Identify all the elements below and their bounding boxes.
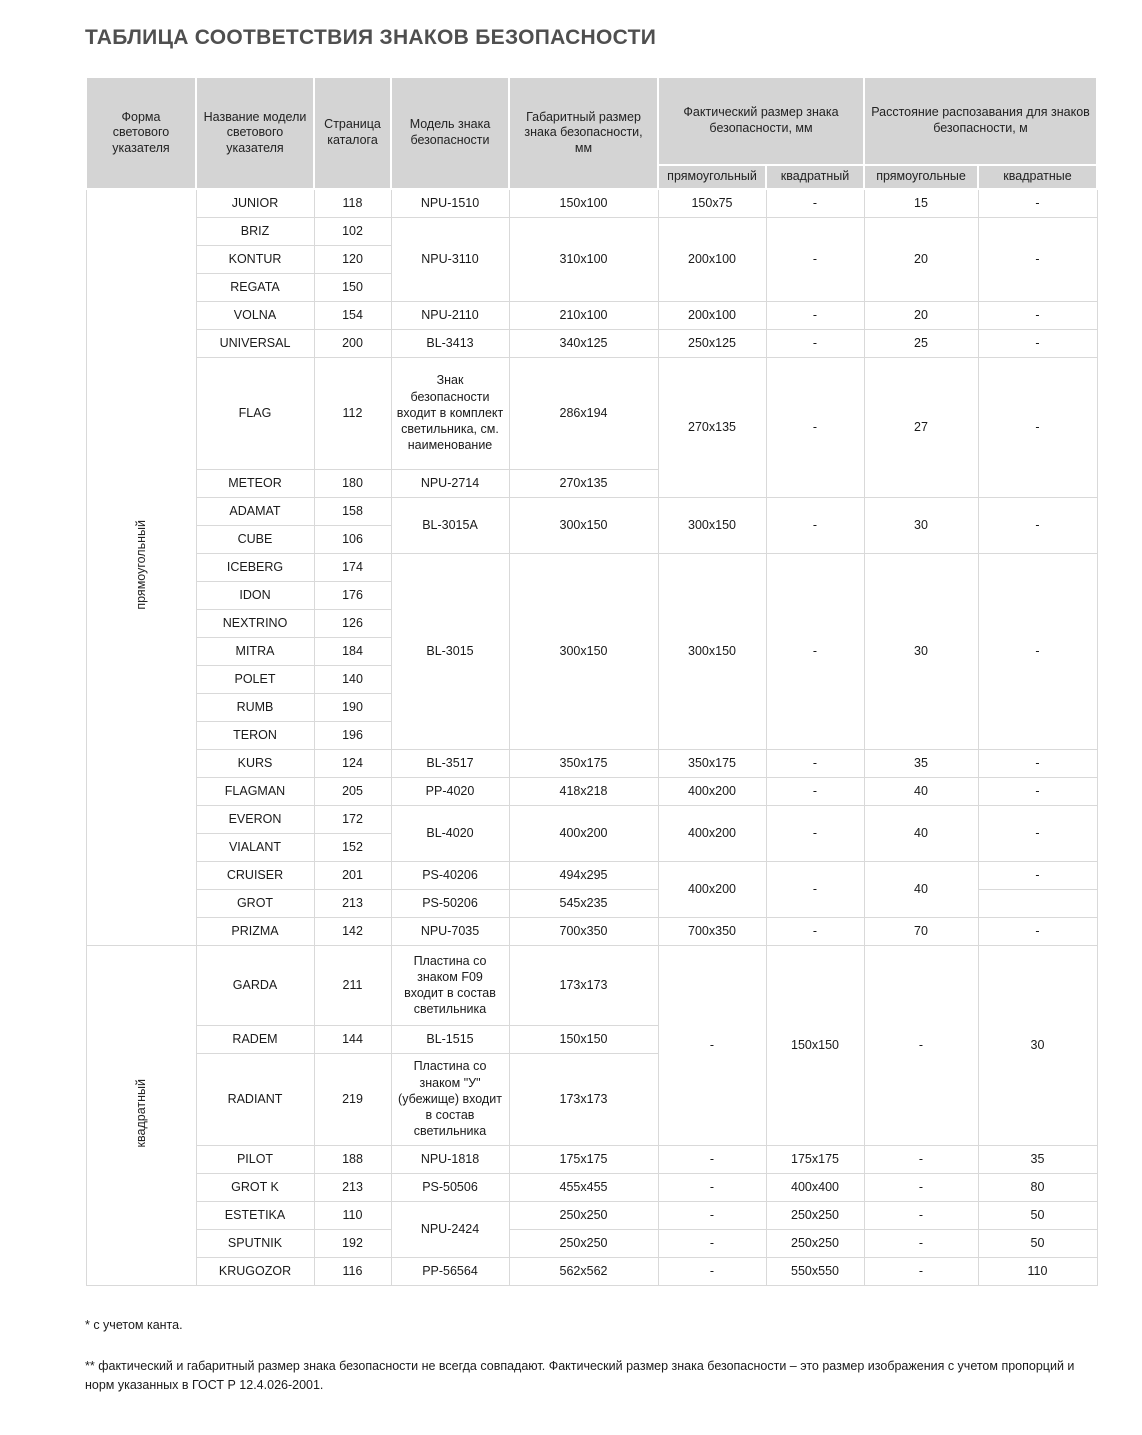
- cell-page: 180: [314, 469, 391, 497]
- cell-overall-size: 210x100: [509, 301, 658, 329]
- cell-actual-rect: 400x200: [658, 861, 766, 917]
- cell-distance-rect: -: [864, 1173, 978, 1201]
- col-header-model-name: Название модели светового указателя: [196, 77, 314, 189]
- cell-page: 106: [314, 525, 391, 553]
- cell-distance-square: -: [978, 329, 1097, 357]
- cell-overall-size: 250x250: [509, 1201, 658, 1229]
- cell-page: 196: [314, 721, 391, 749]
- cell-actual-square: 550x550: [766, 1257, 864, 1285]
- cell-actual-rect: 400x200: [658, 805, 766, 861]
- cell-overall-size: 173x173: [509, 945, 658, 1025]
- cell-model-name: RADIANT: [196, 1053, 314, 1145]
- cell-sign-model: BL-3015: [391, 553, 509, 749]
- cell-model-name: UNIVERSAL: [196, 329, 314, 357]
- cell-distance-rect: 20: [864, 301, 978, 329]
- cell-model-name: ESTETIKA: [196, 1201, 314, 1229]
- cell-overall-size: 250x250: [509, 1229, 658, 1257]
- cell-model-name: EVERON: [196, 805, 314, 833]
- cell-overall-size: 310x100: [509, 217, 658, 301]
- cell-page: 110: [314, 1201, 391, 1229]
- cell-model-name: CRUISER: [196, 861, 314, 889]
- table-row: [86, 945, 1097, 1025]
- section-label-rectangular: [86, 189, 196, 945]
- cell-page: 102: [314, 217, 391, 245]
- cell-model-name: VOLNA: [196, 301, 314, 329]
- cell-overall-size: 150x100: [509, 189, 658, 217]
- cell-actual-square: -: [766, 217, 864, 301]
- cell-page: 188: [314, 1145, 391, 1173]
- cell-distance-rect: 20: [864, 217, 978, 301]
- cell-sign-model: NPU-2110: [391, 301, 509, 329]
- cell-sign-model: Пластина со знаком F09 входит в состав светильника: [391, 945, 509, 1025]
- cell-actual-rect: -: [658, 1229, 766, 1257]
- cell-sign-model: NPU-2714: [391, 469, 509, 497]
- table-row: [86, 1173, 1097, 1201]
- cell-page: 158: [314, 497, 391, 525]
- cell-sign-model: PS-40206: [391, 861, 509, 889]
- cell-distance-rect: 27: [864, 357, 978, 497]
- cell-overall-size: 455x455: [509, 1173, 658, 1201]
- cell-actual-square: 250x250: [766, 1229, 864, 1257]
- cell-actual-rect: 270x135: [658, 357, 766, 497]
- table-row: [86, 497, 1097, 525]
- cell-sign-model: NPU-1510: [391, 189, 509, 217]
- cell-page: 192: [314, 1229, 391, 1257]
- cell-model-name: TERON: [196, 721, 314, 749]
- cell-overall-size: 340x125: [509, 329, 658, 357]
- cell-page: 124: [314, 749, 391, 777]
- cell-distance-square: -: [978, 749, 1097, 777]
- cell-page: 144: [314, 1025, 391, 1053]
- cell-overall-size: 350x175: [509, 749, 658, 777]
- cell-actual-rect: 350x175: [658, 749, 766, 777]
- table-row: [86, 861, 1097, 889]
- cell-model-name: FLAG: [196, 357, 314, 469]
- cell-overall-size: 494x295: [509, 861, 658, 889]
- cell-sign-model: NPU-1818: [391, 1145, 509, 1173]
- subcol-header-actual-square: квадратный: [766, 165, 864, 189]
- cell-page: 184: [314, 637, 391, 665]
- cell-overall-size: 545x235: [509, 889, 658, 917]
- cell-distance-rect: -: [864, 1145, 978, 1173]
- cell-distance-square: -: [978, 861, 1097, 889]
- cell-page: 213: [314, 889, 391, 917]
- cell-page: 201: [314, 861, 391, 889]
- cell-actual-square: 150x150: [766, 945, 864, 1145]
- cell-model-name: KONTUR: [196, 245, 314, 273]
- subcol-header-actual-rect: прямоугольный: [658, 165, 766, 189]
- cell-model-name: KURS: [196, 749, 314, 777]
- cell-page: 176: [314, 581, 391, 609]
- col-header-shape: Форма светового указателя: [86, 77, 196, 189]
- cell-sign-model: Пластина со знаком "У" (убежище) входит в состав светильника: [391, 1053, 509, 1145]
- cell-page: 112: [314, 357, 391, 469]
- footnote-kant: * с учетом канта.: [85, 1317, 183, 1332]
- cell-actual-square: -: [766, 861, 864, 917]
- cell-model-name: PILOT: [196, 1145, 314, 1173]
- cell-page: 118: [314, 189, 391, 217]
- cell-actual-rect: 300x150: [658, 553, 766, 749]
- cell-page: 154: [314, 301, 391, 329]
- cell-distance-rect: 35: [864, 749, 978, 777]
- cell-distance-square: 50: [978, 1229, 1097, 1257]
- table-row: [86, 1201, 1097, 1229]
- cell-distance-rect: -: [864, 1257, 978, 1285]
- cell-distance-square: -: [978, 217, 1097, 301]
- cell-distance-square: 110: [978, 1257, 1097, 1285]
- footnote-gost: ** фактический и габаритный размер знака безопасности не всегда совпадают. Фактический размер знака безопасности – это размер изображения с учетом пропорций и норм указанных в ГОСТ Р 12.4.026-2001.: [85, 1358, 1075, 1393]
- table-row: [86, 1257, 1097, 1285]
- cell-distance-square: -: [978, 301, 1097, 329]
- cell-sign-model: BL-1515: [391, 1025, 509, 1053]
- table-row: [86, 329, 1097, 357]
- cell-actual-rect: -: [658, 1201, 766, 1229]
- cell-page: 205: [314, 777, 391, 805]
- footnotes: [85, 1316, 1096, 1396]
- cell-overall-size: 700x350: [509, 917, 658, 945]
- table-row: [86, 749, 1097, 777]
- col-header-catalog-page: Страница каталога: [314, 77, 391, 189]
- cell-page: 120: [314, 245, 391, 273]
- cell-overall-size: 173x173: [509, 1053, 658, 1145]
- cell-overall-size: 562x562: [509, 1257, 658, 1285]
- cell-actual-square: -: [766, 917, 864, 945]
- cell-sign-model: PS-50206: [391, 889, 509, 917]
- cell-page: 152: [314, 833, 391, 861]
- cell-sign-model: PP-56564: [391, 1257, 509, 1285]
- cell-sign-model: Знак безопасности входит в комплект светильника, см. наименование: [391, 357, 509, 469]
- col-header-recognition-distance: Расстояние распозавания для знаков безопасности, м: [864, 77, 1097, 165]
- table-row: [86, 1145, 1097, 1173]
- cell-model-name: REGATA: [196, 273, 314, 301]
- cell-actual-rect: 150x75: [658, 189, 766, 217]
- cell-model-name: SPUTNIK: [196, 1229, 314, 1257]
- table-row: [86, 917, 1097, 945]
- cell-actual-square: -: [766, 805, 864, 861]
- cell-page: 142: [314, 917, 391, 945]
- cell-sign-model: BL-3413: [391, 329, 509, 357]
- cell-distance-square: -: [978, 357, 1097, 497]
- cell-model-name: GARDA: [196, 945, 314, 1025]
- cell-actual-square: -: [766, 301, 864, 329]
- cell-page: 174: [314, 553, 391, 581]
- cell-distance-square: -: [978, 553, 1097, 749]
- cell-model-name: MITRA: [196, 637, 314, 665]
- cell-actual-square: -: [766, 329, 864, 357]
- table-row: [86, 805, 1097, 833]
- cell-model-name: NEXTRINO: [196, 609, 314, 637]
- cell-overall-size: 286x194: [509, 357, 658, 469]
- cell-actual-square: -: [766, 357, 864, 497]
- section-label-text: квадратный: [133, 1078, 148, 1148]
- cell-actual-square: 400x400: [766, 1173, 864, 1201]
- cell-page: 190: [314, 693, 391, 721]
- table-row: [86, 777, 1097, 805]
- subcol-header-distance-square: квадратные: [978, 165, 1097, 189]
- cell-overall-size: 400x200: [509, 805, 658, 861]
- col-header-overall-size: Габаритный размер знака безопасности, мм: [509, 77, 658, 189]
- cell-model-name: PRIZMA: [196, 917, 314, 945]
- section-label-square: [86, 945, 196, 1285]
- cell-actual-rect: 700x350: [658, 917, 766, 945]
- cell-actual-square: -: [766, 777, 864, 805]
- cell-model-name: FLAGMAN: [196, 777, 314, 805]
- cell-distance-rect: -: [864, 1229, 978, 1257]
- cell-actual-rect: 250x125: [658, 329, 766, 357]
- cell-model-name: RADEM: [196, 1025, 314, 1053]
- cell-model-name: VIALANT: [196, 833, 314, 861]
- cell-sign-model: NPU-7035: [391, 917, 509, 945]
- cell-overall-size: 175x175: [509, 1145, 658, 1173]
- cell-actual-rect: 400x200: [658, 777, 766, 805]
- cell-model-name: RUMB: [196, 693, 314, 721]
- cell-actual-square: -: [766, 497, 864, 553]
- cell-model-name: GROT K: [196, 1173, 314, 1201]
- cell-page: 172: [314, 805, 391, 833]
- cell-overall-size: 418x218: [509, 777, 658, 805]
- cell-sign-model: PS-50506: [391, 1173, 509, 1201]
- cell-overall-size: 300x150: [509, 497, 658, 553]
- cell-distance-rect: 15: [864, 189, 978, 217]
- cell-page: 219: [314, 1053, 391, 1145]
- safety-signs-correspondence-table: [85, 76, 1098, 1286]
- cell-sign-model: BL-4020: [391, 805, 509, 861]
- cell-page: 200: [314, 329, 391, 357]
- col-header-actual-size: Фактический размер знака безопасности, мм: [658, 77, 864, 165]
- cell-distance-rect: 25: [864, 329, 978, 357]
- cell-distance-square: -: [978, 805, 1097, 861]
- cell-model-name: POLET: [196, 665, 314, 693]
- cell-actual-rect: 200x100: [658, 301, 766, 329]
- cell-actual-square: -: [766, 553, 864, 749]
- table-row: [86, 1229, 1097, 1257]
- table-row: [86, 357, 1097, 469]
- table-row: [86, 217, 1097, 245]
- cell-page: 126: [314, 609, 391, 637]
- cell-distance-rect: 40: [864, 777, 978, 805]
- subcol-header-distance-rect: прямоугольные: [864, 165, 978, 189]
- col-header-sign-model: Модель знака безопасности: [391, 77, 509, 189]
- cell-model-name: GROT: [196, 889, 314, 917]
- cell-distance-rect: 30: [864, 553, 978, 749]
- cell-distance-rect: 30: [864, 497, 978, 553]
- cell-distance-square: -: [978, 777, 1097, 805]
- table-row: [86, 301, 1097, 329]
- cell-distance-square: 30: [978, 945, 1097, 1145]
- cell-page: 150: [314, 273, 391, 301]
- cell-sign-model: PP-4020: [391, 777, 509, 805]
- cell-page: 140: [314, 665, 391, 693]
- cell-distance-square: [978, 889, 1097, 917]
- cell-actual-rect: 300x150: [658, 497, 766, 553]
- cell-actual-rect: -: [658, 1257, 766, 1285]
- cell-model-name: ADAMAT: [196, 497, 314, 525]
- cell-distance-square: 35: [978, 1145, 1097, 1173]
- cell-page: 116: [314, 1257, 391, 1285]
- cell-model-name: IDON: [196, 581, 314, 609]
- cell-overall-size: 270x135: [509, 469, 658, 497]
- cell-distance-rect: -: [864, 1201, 978, 1229]
- cell-distance-square: -: [978, 189, 1097, 217]
- cell-distance-rect: 70: [864, 917, 978, 945]
- cell-sign-model: NPU-2424: [391, 1201, 509, 1257]
- cell-actual-square: 250x250: [766, 1201, 864, 1229]
- cell-actual-rect: -: [658, 1145, 766, 1173]
- cell-model-name: BRIZ: [196, 217, 314, 245]
- cell-distance-square: -: [978, 497, 1097, 553]
- table-row: [86, 553, 1097, 581]
- cell-model-name: ICEBERG: [196, 553, 314, 581]
- page-title: ТАБЛИЦА СООТВЕТСТВИЯ ЗНАКОВ БЕЗОПАСНОСТИ: [85, 26, 657, 49]
- cell-page: 213: [314, 1173, 391, 1201]
- table-row: [86, 189, 1097, 217]
- cell-distance-square: 80: [978, 1173, 1097, 1201]
- cell-model-name: JUNIOR: [196, 189, 314, 217]
- cell-distance-square: -: [978, 917, 1097, 945]
- cell-sign-model: BL-3517: [391, 749, 509, 777]
- cell-model-name: METEOR: [196, 469, 314, 497]
- cell-distance-rect: -: [864, 945, 978, 1145]
- cell-distance-rect: 40: [864, 805, 978, 861]
- cell-overall-size: 150x150: [509, 1025, 658, 1053]
- cell-sign-model: BL-3015A: [391, 497, 509, 553]
- cell-actual-square: 175x175: [766, 1145, 864, 1173]
- cell-sign-model: NPU-3110: [391, 217, 509, 301]
- cell-actual-rect: -: [658, 1173, 766, 1201]
- cell-model-name: CUBE: [196, 525, 314, 553]
- table-header-row: [86, 77, 1097, 165]
- cell-model-name: KRUGOZOR: [196, 1257, 314, 1285]
- cell-distance-square: 50: [978, 1201, 1097, 1229]
- cell-actual-rect: 200x100: [658, 217, 766, 301]
- cell-distance-rect: 40: [864, 861, 978, 917]
- cell-page: 211: [314, 945, 391, 1025]
- cell-actual-rect: -: [658, 945, 766, 1145]
- section-label-text: прямоугольный: [133, 520, 148, 610]
- cell-actual-square: -: [766, 749, 864, 777]
- cell-actual-square: -: [766, 189, 864, 217]
- cell-overall-size: 300x150: [509, 553, 658, 749]
